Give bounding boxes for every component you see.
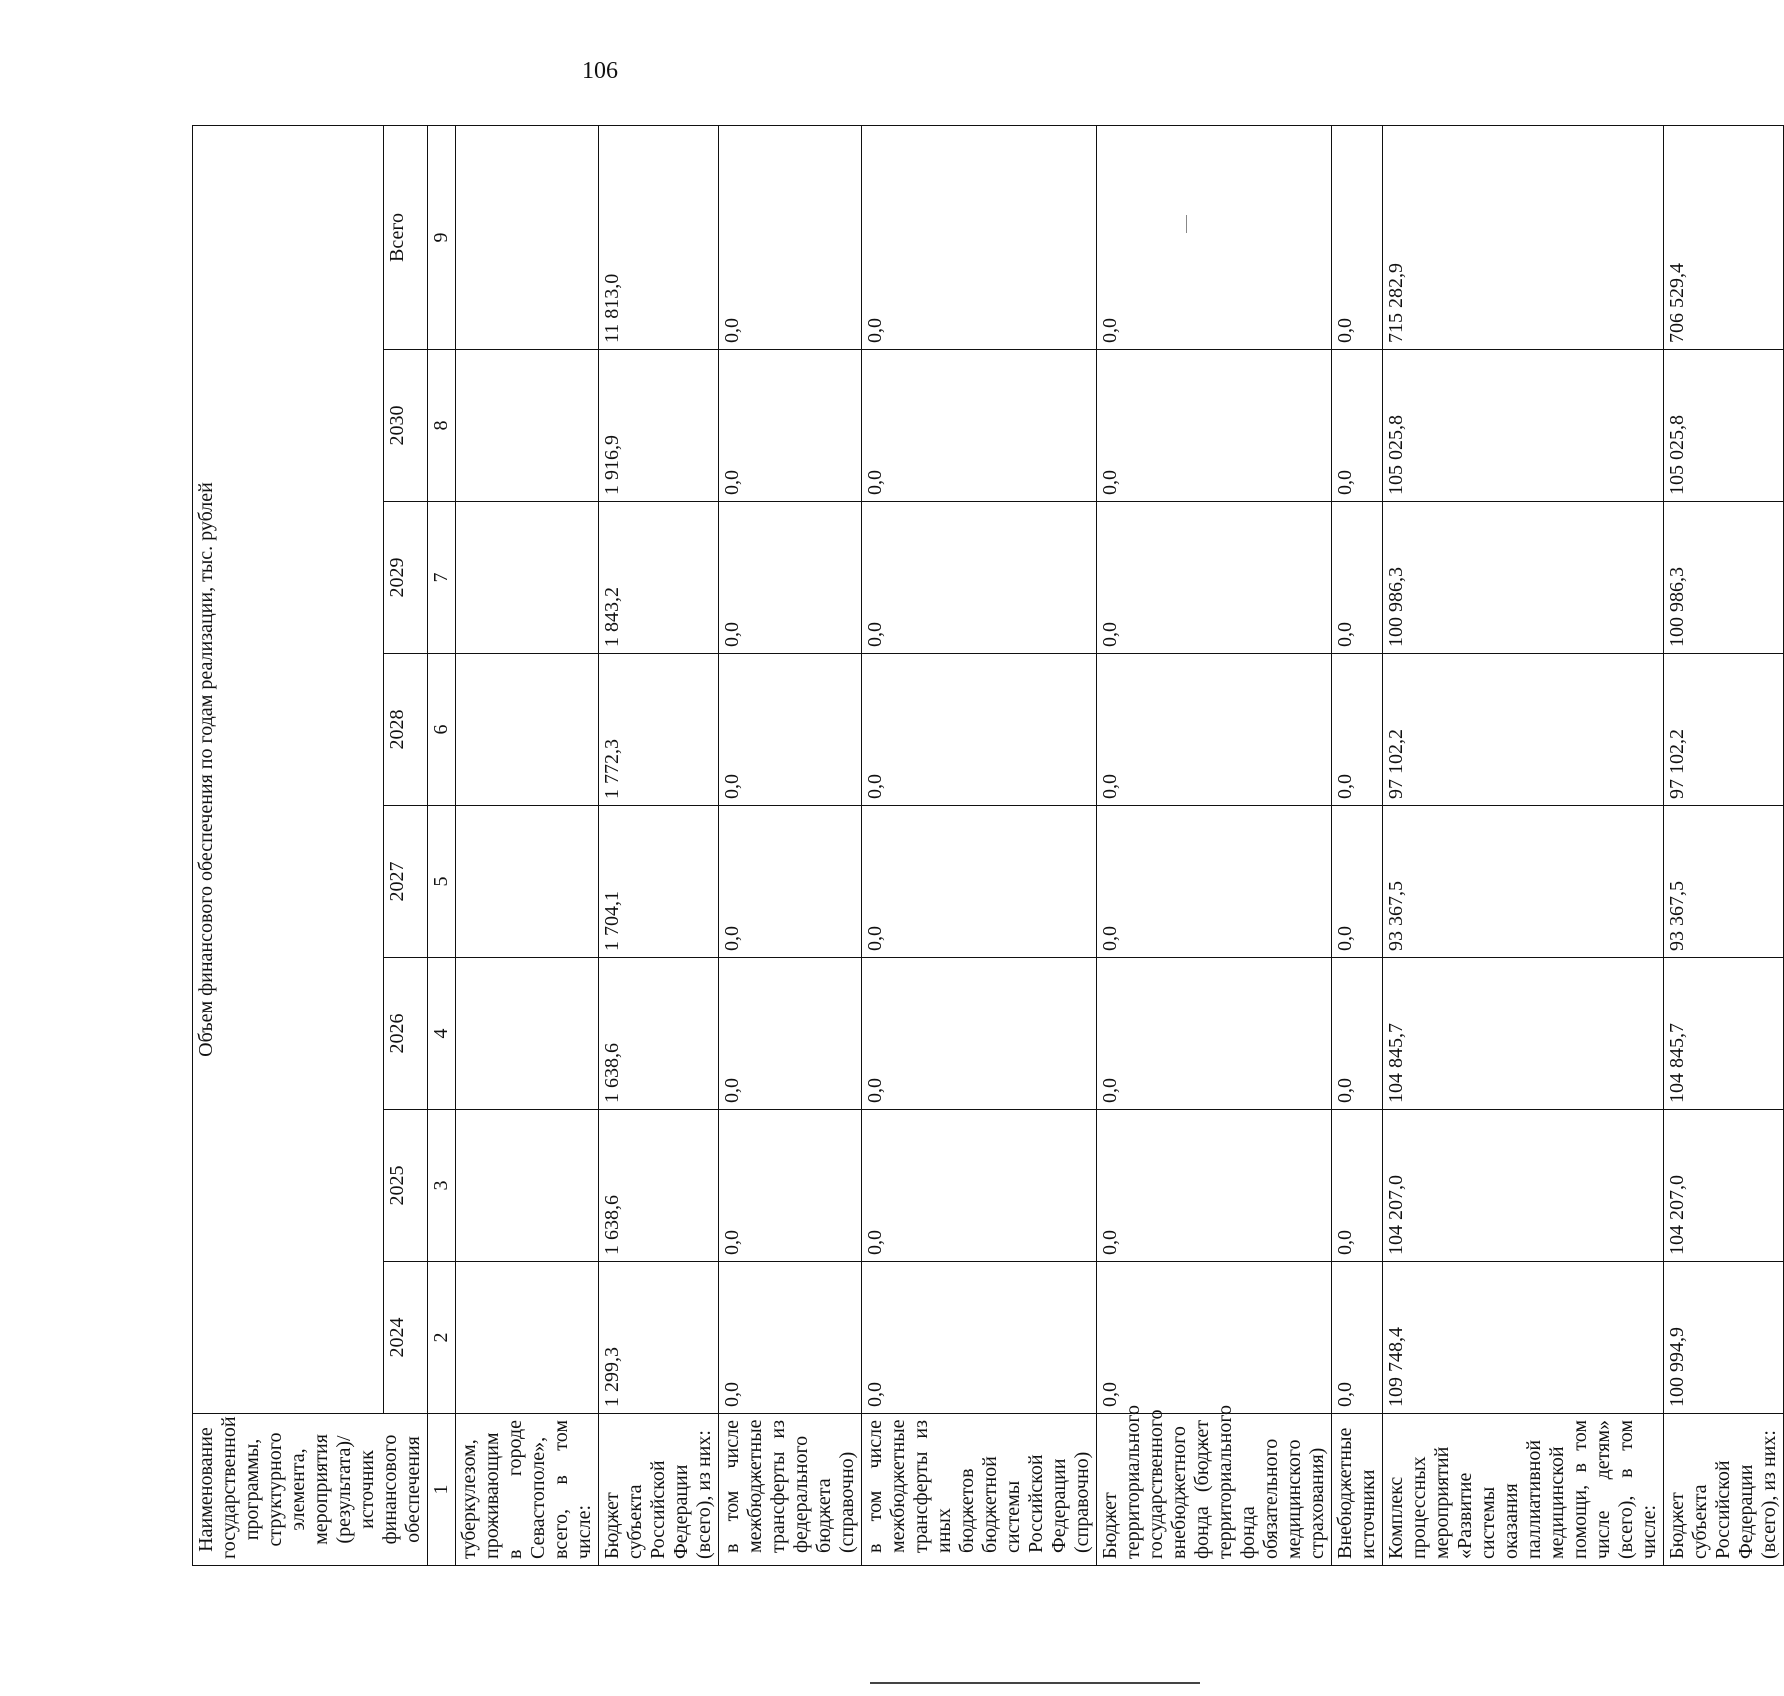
value-cell: 0,0: [862, 1110, 1097, 1262]
value-cell: 0,0: [719, 1110, 862, 1262]
value-cell: 0,0: [1332, 958, 1383, 1110]
column-number: 2: [428, 1262, 456, 1414]
row-name: туберкулезом, проживающим в городе Севастополе», всего, в том числе:: [456, 1414, 599, 1566]
value-cell: 1 638,6: [599, 958, 719, 1110]
value-cell: 0,0: [1332, 654, 1383, 806]
value-cell: [456, 502, 599, 654]
value-cell: 0,0: [1332, 1110, 1383, 1262]
row-name: Комплекс процессных мероприятий «Развитие системы оказания паллиативной медицинской помощи, в том числе детям» (всего), в том числе:: [1383, 1414, 1664, 1566]
value-cell: 0,0: [719, 958, 862, 1110]
value-cell: 0,0: [1332, 1262, 1383, 1414]
value-cell: 1 843,2: [599, 502, 719, 654]
value-cell: 0,0: [1332, 350, 1383, 502]
total-header: Всего: [383, 125, 427, 349]
value-cell: 0,0: [862, 654, 1097, 806]
value-cell: 0,0: [1097, 806, 1332, 958]
value-cell: 100 986,3: [1383, 502, 1664, 654]
value-cell: 97 102,2: [1383, 654, 1664, 806]
value-cell: 0,0: [1332, 125, 1383, 349]
value-cell: 100 986,3: [1664, 502, 1784, 654]
column-number: 8: [428, 350, 456, 502]
financing-table: [192, 125, 1784, 1566]
value-cell: 0,0: [1097, 350, 1332, 502]
table-row: [862, 125, 1097, 1565]
value-cell: 0,0: [719, 125, 862, 349]
value-cell: 0,0: [862, 350, 1097, 502]
value-cell: 1 638,6: [599, 1110, 719, 1262]
table-row: [1332, 125, 1383, 1565]
value-cell: 0,0: [862, 1262, 1097, 1414]
value-cell: 1 916,9: [599, 350, 719, 502]
table-row: [1383, 125, 1664, 1565]
value-cell: 104 845,7: [1383, 958, 1664, 1110]
value-cell: 0,0: [862, 806, 1097, 958]
value-cell: 1 704,1: [599, 806, 719, 958]
value-cell: [456, 654, 599, 806]
value-cell: 0,0: [1097, 1110, 1332, 1262]
column-number: 4: [428, 958, 456, 1110]
column-number: 1: [428, 1414, 456, 1566]
value-cell: [456, 125, 599, 349]
column-number: 6: [428, 654, 456, 806]
year-header-2029: 2029: [383, 502, 427, 654]
row-name: в том числе межбюджетные трансферты из иных бюджетов бюджетной системы Российской Федерации (справочно): [862, 1414, 1097, 1566]
page-number: 106: [582, 58, 618, 84]
value-cell: 715 282,9: [1383, 125, 1664, 349]
value-cell: 0,0: [719, 502, 862, 654]
value-cell: 0,0: [719, 1262, 862, 1414]
value-cell: 105 025,8: [1664, 350, 1784, 502]
value-cell: 0,0: [1097, 125, 1332, 349]
column-number: 3: [428, 1110, 456, 1262]
year-header-2024: 2024: [383, 1262, 427, 1414]
value-cell: 0,0: [1097, 1262, 1332, 1414]
value-cell: 0,0: [862, 958, 1097, 1110]
value-cell: 11 813,0: [599, 125, 719, 349]
scan-bottom-edge: [870, 1682, 1200, 1684]
row-name: Внебюджетные источники: [1332, 1414, 1383, 1566]
value-cell: [456, 958, 599, 1110]
year-header-2028: 2028: [383, 654, 427, 806]
value-cell: 109 748,4: [1383, 1262, 1664, 1414]
table-row: [599, 125, 719, 1565]
year-header-2025: 2025: [383, 1110, 427, 1262]
row-name: в том числе межбюджетные трансферты из федерального бюджета (справочно): [719, 1414, 862, 1566]
rotated-table-container: [192, 126, 1780, 1566]
name-column-header: Наименование государственной программы, структурного элемента, мероприятия (результата)/источник финансового обеспечения: [193, 1414, 428, 1566]
value-cell: 0,0: [1097, 502, 1332, 654]
value-cell: 0,0: [719, 806, 862, 958]
value-cell: 0,0: [1097, 958, 1332, 1110]
value-cell: 97 102,2: [1664, 654, 1784, 806]
value-cell: 104 207,0: [1383, 1110, 1664, 1262]
value-cell: 0,0: [719, 654, 862, 806]
value-cell: 104 207,0: [1664, 1110, 1784, 1262]
value-cell: 104 845,7: [1664, 958, 1784, 1110]
column-number: 7: [428, 502, 456, 654]
table-row: [1664, 125, 1784, 1565]
table-row: [1097, 125, 1332, 1565]
value-cell: 93 367,5: [1664, 806, 1784, 958]
value-cell: 0,0: [1097, 654, 1332, 806]
row-name: Бюджет субъекта Российской Федерации (всего), из них:: [1664, 1414, 1784, 1566]
value-cell: [456, 806, 599, 958]
value-cell: 105 025,8: [1383, 350, 1664, 502]
year-header-2026: 2026: [383, 958, 427, 1110]
value-cell: [456, 1262, 599, 1414]
value-cell: 1 772,3: [599, 654, 719, 806]
volume-header: Объем финансового обеспечения по годам реализации, тыс. рублей: [193, 125, 384, 1413]
column-number: 9: [428, 125, 456, 349]
value-cell: 706 529,4: [1664, 125, 1784, 349]
table-row: [456, 125, 599, 1565]
row-name: Бюджет территориального государственного внебюджетного фонда (бюджет территориального фонда обязательного медицинского страхования): [1097, 1414, 1332, 1566]
scan-edge-mark: [1186, 215, 1187, 233]
value-cell: 0,0: [1332, 806, 1383, 958]
value-cell: 0,0: [719, 350, 862, 502]
year-header-2030: 2030: [383, 350, 427, 502]
value-cell: [456, 1110, 599, 1262]
table-row: [719, 125, 862, 1565]
value-cell: 0,0: [862, 125, 1097, 349]
year-header-2027: 2027: [383, 806, 427, 958]
value-cell: 100 994,9: [1664, 1262, 1784, 1414]
value-cell: 0,0: [1332, 502, 1383, 654]
value-cell: 1 299,3: [599, 1262, 719, 1414]
column-number: 5: [428, 806, 456, 958]
value-cell: [456, 350, 599, 502]
row-name: Бюджет субъекта Российской Федерации (всего), из них:: [599, 1414, 719, 1566]
value-cell: 93 367,5: [1383, 806, 1664, 958]
value-cell: 0,0: [862, 502, 1097, 654]
